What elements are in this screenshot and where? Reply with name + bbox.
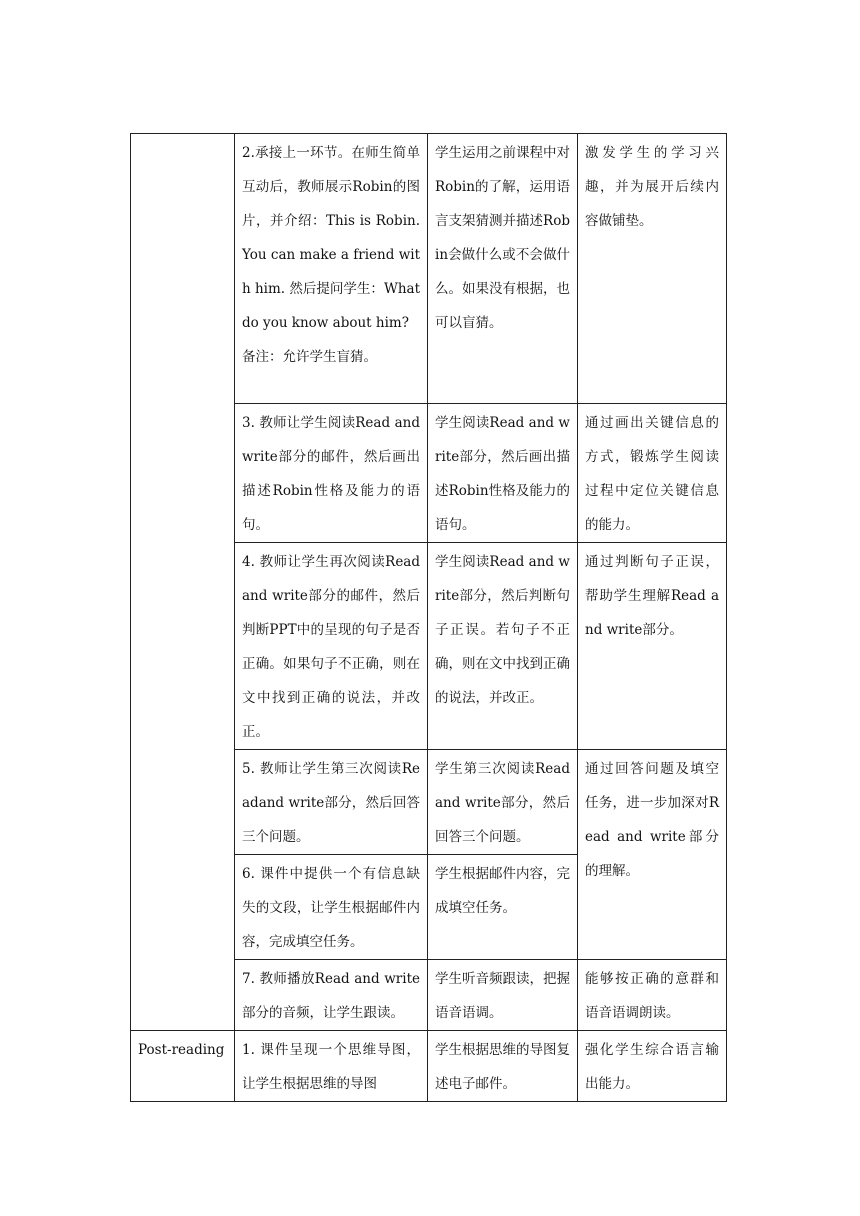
student-activity-cell: 学生阅读Read and write部分，然后判断句子正误。若句子不正确，则在文中找到正确的说法，并改正。 — [428, 543, 578, 750]
purpose-cell: 能够按正确的意群和语音语调朗读。 — [578, 960, 727, 1031]
purpose-cell: 强化学生综合语言输出能力。 — [578, 1031, 727, 1102]
table-row — [131, 134, 727, 404]
teacher-activity-cell: 3. 教师让学生阅读Read and write部分的邮件，然后画出描述Robin性格及能力的语句。 — [235, 404, 428, 543]
student-activity-cell: 学生阅读Read and write部分，然后画出描述Robin性格及能力的语句。 — [428, 404, 578, 543]
student-activity-cell: 学生运用之前课程中对Robin的了解，运用语言支架猜测并描述Robin会做什么或不会做什么。如果没有根据，也可以盲猜。 — [428, 134, 578, 404]
stage-cell — [131, 134, 235, 1031]
teacher-activity-cell: 5. 教师让学生第三次阅读Readand write部分，然后回答三个问题。 — [235, 750, 428, 855]
purpose-cell: 通过回答问题及填空任务，进一步加深对Read and write部分的理解。 — [578, 750, 727, 960]
lesson-plan-table — [130, 133, 727, 1102]
teacher-activity-cell: 1. 课件呈现一个思维导图，让学生根据思维的导图 — [235, 1031, 428, 1102]
stage-cell: Post-reading — [131, 1031, 235, 1102]
student-activity-cell: 学生听音频跟读，把握语音语调。 — [428, 960, 578, 1031]
student-activity-cell: 学生第三次阅读Read and write部分，然后回答三个问题。 — [428, 750, 578, 855]
teacher-note: 备注：允许学生盲猜。 — [242, 349, 377, 365]
teacher-activity-cell: 7. 教师播放Read and write部分的音频，让学生跟读。 — [235, 960, 428, 1031]
teacher-activity-cell: 4. 教师让学生再次阅读Read and write部分的邮件，然后判断PPT中的呈现的句子是否正确。如果句子不正确，则在文中找到正确的说法，并改正。 — [235, 543, 428, 750]
student-activity-cell: 学生根据思维的导图复述电子邮件。 — [428, 1031, 578, 1102]
purpose-cell: 通过画出关键信息的方式，锻炼学生阅读过程中定位关键信息的能力。 — [578, 404, 727, 543]
purpose-cell: 激发学生的学习兴趣，并为展开后续内容做铺垫。 — [578, 134, 727, 404]
purpose-cell: 通过判断句子正误，帮助学生理解Read and write部分。 — [578, 543, 727, 750]
table-row — [131, 1031, 727, 1102]
teacher-activity-cell — [235, 134, 428, 404]
student-activity-cell: 学生根据邮件内容，完成填空任务。 — [428, 855, 578, 960]
teacher-activity-text: 2.承接上一环节。在师生简单互动后，教师展示Robin的图片，并介绍：This is Robin. You can make a friend with him. 然后提问学生：What do you know about him? — [242, 145, 420, 331]
teacher-activity-cell: 6. 课件中提供一个有信息缺失的文段，让学生根据邮件内容，完成填空任务。 — [235, 855, 428, 960]
